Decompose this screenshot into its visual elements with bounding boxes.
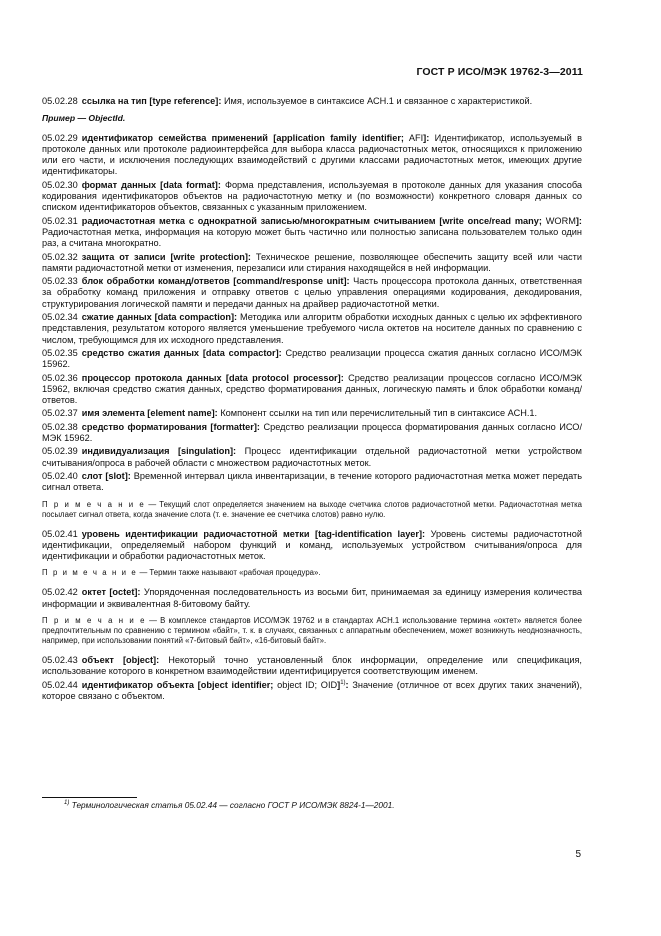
term-entry-05-02-41: 05.02.41 уровень идентификации радиочастотной метки [tag-identification layer]: Уровень системы радиочастотной идентификации, определяемый набором функций и команд, используемых устройством считывания/опроса для идентификации и обработки радиочастотных меток. (42, 528, 582, 562)
term-entry-05-02-36: 05.02.36 процессор протокола данных [data protocol processor]: Средство реализации процессов согласно ИСО/МЭК 15962, включая средство сжатия данных, средство форматирования данных, логическую память и блок обработки команд/ответов. (42, 372, 582, 406)
note-slot: П р и м е ч а н и е — Текущий слот определяется значением на выходе счетчика слотов радиочастотной метки. Радиочастотная метка посылает сигнал ответа, когда значение слота (т. е. значение ее счетчика слотов) равно нулю. (42, 499, 582, 519)
term-entry-05-02-42: 05.02.42 октет [octet]: Упорядоченная последовательность из восьми бит, принимаемая за единицу измерения количества информации и эквивалентная 8-битовому байту. (42, 587, 582, 609)
term-entry-05-02-37: 05.02.37 имя элемента [element name]: Компонент ссылки на тип или перечислительный тип в синтаксисе АСН.1. (42, 408, 538, 419)
document-body (42, 96, 582, 704)
note-octet: П р и м е ч а н и е — В комплексе стандартов ИСО/МЭК 19762 и в стандартах АСН.1 использование термина «октет» является более предпочтительным по сравнению с термином «байт», т. к. в случаях, связанных с аппаратным обеспечением, может возникнуть неоднозначность, например, при использовании понятий «7-битовый байт», «16-битовый байт». (42, 615, 582, 645)
term-entry-05-02-40: 05.02.40 слот [slot]: Временной интервал цикла инвентаризации, в течение которого радиочастотная метка может передать сигнал ответа. (42, 470, 583, 493)
term-entry-05-02-32: 05.02.32 защита от записи [write protection]: Техническое решение, позволяющее обеспечить защиту всей или части памяти радиочастотной метки от изменения, перезаписи или стирания находящейся в ней информации. (42, 251, 582, 273)
term-entry-05-02-43: 05.02.43 объект [object]: Некоторый точно установленный блок информации, определение или спецификация, использование которого в конкретном взаимодействии идентифицируется соответствующим именем. (42, 654, 582, 677)
term-entry-05-02-34: 05.02.34 сжатие данных [data compaction]: Методика или алгоритм обработки исходных данных с целью их эффективного представления, результатом которого является уменьшение требуемого числа октетов на носителе данных по сравнению с числом, требующимся для их исходного представления. (42, 312, 582, 345)
term-entry-05-02-33: 05.02.33 блок обработки команд/ответов [command/response unit]: Часть процессора протокола данных, ответственная за обработку команд приложения и отправку ответов с целью управления операциями кодирования, декодирования, структурирования логической памяти и передачи данных на драйвер радиочастотной метки. (42, 276, 583, 309)
term-entry-05-02-28: 05.02.28 ссылка на тип [type reference]: Имя, используемое в синтаксисе АСН.1 и связанное с характеристикой. (42, 96, 533, 106)
note-working-procedure: П р и м е ч а н и е — Термин также называют «рабочая процедура». (42, 568, 321, 578)
term-entry-05-02-30: 05.02.30 формат данных [data format]: Форма представления, используемая в протоколе данных для указания способа кодирования идентификаторов объектов на радиочастотную метку и (по возможности) конкретного словаря данных со списком идентификаторов объектов, связанных с указанным приложением. (42, 179, 582, 213)
footnote-divider (42, 797, 137, 798)
term-entry-05-02-38: 05.02.38 средство форматирования [formatter]: Средство реализации процесса форматирования данных согласно ИСО/МЭК 15962. (42, 421, 582, 444)
footnote-reference: 1) (340, 679, 346, 686)
example-line: Пример — ObjectId. (42, 113, 126, 124)
term-entry-05-02-29: 05.02.29 идентификатор семейства применений [application family identifier; AFI]: Идентификатор, используемый в протоколе данных или протоколе радиоинтерфейса для выбора класса радиочастотных меток, относящихся к приложению или его части, и исключения последующих взаимодействий с другими классами радиочастотных меток, имеющих другие идентификаторы. (42, 132, 582, 177)
term-entry-05-02-44: 05.02.44 идентификатор объекта [object identifier; object ID; OID]$^{1)}$: Значение (отличное от всех других таких значений), которое связано с объектом. (42, 679, 582, 701)
term-entry-05-02-39: 05.02.39 индивидуализация [singulation]: Процесс идентификации отдельной радиочастотной метки устройством считывания/опроса в рабочей области с множеством радиочастотных меток. (42, 446, 582, 468)
term-entry-05-02-31: 05.02.31 радиочастотная метка с однократной записью/многократным считыванием [write once/read many; WORM]: Радиочастотная метка, информация на которую может быть частично или полностью записана пользователем только один раз, а считана многократно. (42, 215, 582, 249)
document-header: ГОСТ Р ИСО/МЭК 19762-3—2011 (416, 66, 583, 78)
term-entry-05-02-35: 05.02.35 средство сжатия данных [data compactor]: Средство реализации процесса сжатия данных согласно ИСО/МЭК 15962. (42, 347, 582, 370)
footnote: $^{1)}$ Терминологическая статья 05.02.44 — согласно ГОСТ Р ИСО/МЭК 8824-1—2001. (64, 800, 395, 810)
page-number: 5 (575, 849, 581, 860)
